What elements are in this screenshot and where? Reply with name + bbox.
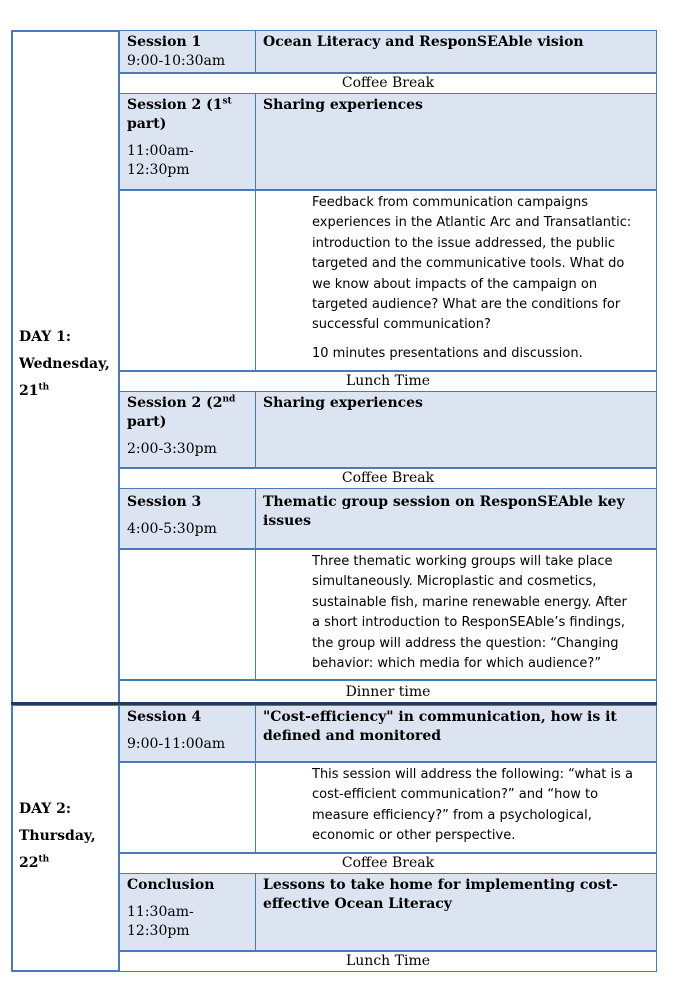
conclusion-title-cell bbox=[255, 873, 657, 951]
day2-date: 22th bbox=[19, 854, 50, 871]
desc1-cell bbox=[255, 190, 657, 371]
desc1-line-1: Feedback from communication campaigns bbox=[312, 195, 588, 210]
desc1-line-5: we know about impacts of the campaign on bbox=[312, 276, 598, 292]
session1-title: Ocean Literacy and ResponSEAble vision bbox=[263, 34, 584, 50]
session4-title-cell bbox=[255, 705, 657, 762]
desc1-line-7: successful communication? bbox=[312, 317, 491, 333]
session3-title-line-2: issues bbox=[263, 513, 312, 529]
conclusion-time-end: 12:30pm bbox=[127, 923, 190, 939]
conclusion-title-line-2: effective Ocean Literacy bbox=[263, 896, 452, 912]
session3-title-line-1: Thematic group session on ResponSEAble key bbox=[263, 494, 625, 510]
session3-label-cell bbox=[119, 488, 256, 549]
desc2-line-1: Three thematic working groups will take place bbox=[312, 554, 613, 569]
session4-time: 9:00-11:00am bbox=[127, 736, 226, 752]
session1-time: 9:00-10:30am bbox=[127, 53, 226, 69]
desc2-line-6: behavior: which media for which audience?” bbox=[312, 656, 602, 672]
session3-title-cell bbox=[255, 488, 657, 549]
dinner-time: Dinner time bbox=[119, 680, 657, 702]
session2b-title-cell bbox=[255, 391, 657, 468]
session2a-title: Sharing experiences bbox=[263, 97, 423, 113]
session2b-time: 2:00-3:30pm bbox=[127, 441, 217, 457]
conclusion-title-line-1: Lessons to take home for implementing cost- bbox=[263, 877, 618, 893]
conclusion-label: Conclusion bbox=[127, 877, 215, 893]
desc3-line-4: economic or other perspective. bbox=[312, 828, 516, 844]
day1-date: 21th bbox=[19, 382, 50, 399]
day1-heading bbox=[19, 324, 110, 405]
desc2-cell bbox=[255, 549, 657, 680]
session2a-label-cell bbox=[119, 93, 256, 190]
session1-label: Session 1 bbox=[127, 34, 202, 50]
lunch-time-1: Lunch Time bbox=[119, 371, 657, 391]
session1-title-cell bbox=[255, 30, 657, 73]
day2-cell bbox=[11, 704, 120, 972]
desc3-line-2: cost-efficient communication?” and “how to bbox=[312, 787, 599, 803]
session4-label: Session 4 bbox=[127, 709, 202, 725]
session2a-label-part: part) bbox=[127, 116, 167, 132]
session2b-label: Session 2 (2nd bbox=[127, 394, 236, 411]
desc3-line-3: measure efficiency?” from a psychological, bbox=[312, 807, 592, 823]
day2-label: DAY 2: bbox=[19, 801, 72, 817]
day1-label: DAY 1: bbox=[19, 329, 72, 345]
desc1-empty-cell bbox=[119, 190, 256, 371]
desc1-line-6: targeted audience? What are the conditions for bbox=[312, 297, 621, 313]
desc1-line-4: targeted and the communicative tools. What do bbox=[312, 256, 625, 272]
desc3-line-1: This session will address the following: “what is a bbox=[312, 767, 634, 782]
session2b-label-part: part) bbox=[127, 414, 167, 430]
session3-time: 4:00-5:30pm bbox=[127, 521, 217, 537]
session4-title-line-1: "Cost-efficiency" in communication, how is it bbox=[263, 709, 617, 725]
day1-weekday: Wednesday, bbox=[19, 356, 110, 372]
desc2-line-4: a short introduction to ResponSEAble’s findings, bbox=[312, 615, 626, 631]
desc3-cell bbox=[255, 762, 657, 853]
day1-cell bbox=[11, 30, 120, 704]
session4-label-cell bbox=[119, 705, 256, 762]
session4-title-line-2: defined and monitored bbox=[263, 728, 442, 744]
conclusion-time-start: 11:30am- bbox=[127, 904, 194, 920]
session2b-label-cell bbox=[119, 391, 256, 468]
session2a-time-end: 12:30pm bbox=[127, 162, 190, 178]
desc2-empty-cell bbox=[119, 549, 256, 680]
session2a-time-start: 11:00am- bbox=[127, 143, 194, 159]
desc2-line-5: the group will address the question: “Changing bbox=[312, 635, 619, 651]
session2a-label: Session 2 (1st bbox=[127, 96, 232, 113]
session3-label: Session 3 bbox=[127, 494, 202, 510]
desc1-note: 10 minutes presentations and discussion. bbox=[312, 345, 583, 361]
session2b-title: Sharing experiences bbox=[263, 395, 423, 411]
day2-heading bbox=[19, 796, 96, 877]
desc1-line-2: experiences in the Atlantic Arc and Transatlantic: bbox=[312, 215, 632, 231]
coffee-break-2: Coffee Break bbox=[119, 468, 657, 488]
session2a-title-cell bbox=[255, 93, 657, 190]
coffee-break-3: Coffee Break bbox=[119, 853, 657, 873]
desc2-line-2: simultaneously. Microplastic and cosmetics, bbox=[312, 574, 597, 590]
desc3-empty-cell bbox=[119, 762, 256, 853]
lunch-time-2: Lunch Time bbox=[119, 951, 657, 972]
day2-weekday: Thursday, bbox=[19, 828, 96, 844]
coffee-break-1: Coffee Break bbox=[119, 73, 657, 93]
conclusion-label-cell bbox=[119, 873, 256, 951]
session1-label-cell bbox=[119, 30, 256, 73]
desc1-line-3: introduction to the issue addressed, the public bbox=[312, 235, 615, 251]
desc2-line-3: sustainable fish, marine renewable energy. After bbox=[312, 594, 627, 610]
